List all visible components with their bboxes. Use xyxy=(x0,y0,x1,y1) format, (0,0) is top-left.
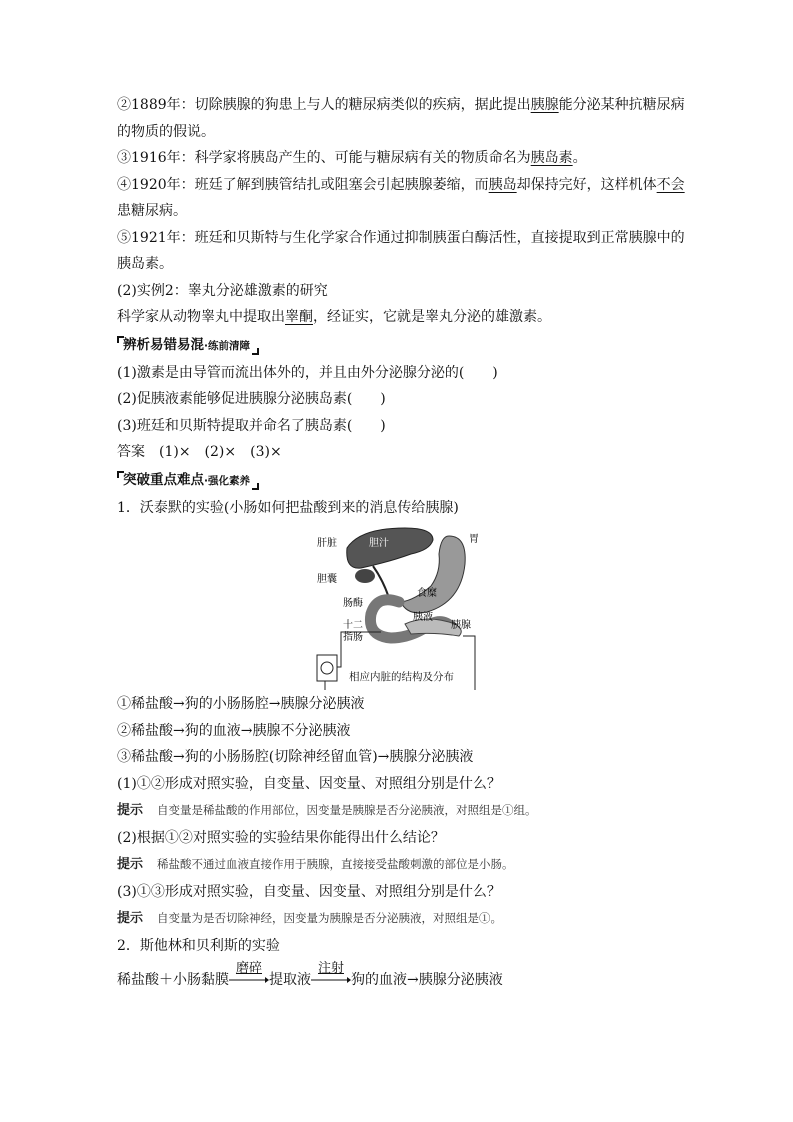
label-liver: 肝脏 xyxy=(317,538,337,549)
key-question-3: (3)①③形成对照实验，自变量、因变量、对照组分别是什么？ xyxy=(117,883,501,900)
organ-diagram-figure xyxy=(117,521,683,691)
judge-question-3: (3)班廷和贝斯特提取并命名了胰岛素( ) xyxy=(117,417,386,434)
key-question-2: (2)根据①②对照实验的实验结果你能得出什么结论？ xyxy=(117,829,445,846)
label-pancreas: 胰腺 xyxy=(451,620,471,631)
label-bile: 胆汁 xyxy=(369,538,389,549)
experiment-2: ②稀盐酸→狗的血液→胰腺不分泌胰液 xyxy=(117,722,351,739)
history-1920: ④1920年：班廷了解到胰管结扎或阻塞会引起胰腺萎缩，而胰岛却保持完好，这样机体不会 xyxy=(117,176,685,193)
figure-caption: 相应内脏的结构及分布 xyxy=(349,671,454,683)
bile-duct xyxy=(373,566,389,598)
arrow-icon xyxy=(311,976,351,984)
organ-diagram xyxy=(315,524,495,690)
liver-shape xyxy=(347,528,433,568)
label-gallbladder: 胆囊 xyxy=(317,574,337,585)
arrow-inject: 注射 xyxy=(311,972,351,986)
label-pancreatic-juice: 胰液 xyxy=(413,612,433,623)
document-page xyxy=(117,92,683,993)
item-1-title: 1．沃泰默的实验(小肠如何把盐酸到来的消息传给胰腺) xyxy=(117,499,459,516)
answer-line: 答案 (1)× (2)× (3)× xyxy=(117,444,282,460)
section-header-errors: 辨析易错易混·练前清障 xyxy=(117,333,683,358)
starling-bayliss-formula: 稀盐酸＋小肠黏膜 磨碎 提取液 注射 狗的血液→胰腺分泌胰液 xyxy=(117,961,503,988)
history-1916: ③1916年：科学家将胰岛产生的、可能与糖尿病有关的物质命名为胰岛素。 xyxy=(117,150,587,166)
experiment-1: ①稀盐酸→狗的小肠肠腔→胰腺分泌胰液 xyxy=(117,696,365,712)
arrow-grind: 磨碎 xyxy=(229,972,269,986)
history-1889-cont: 的物质的假说。 xyxy=(117,123,215,140)
section-header-key-points: 突破重点难点·强化素养 xyxy=(117,468,683,493)
stimulator-box xyxy=(317,655,337,681)
judge-question-1: (1)激素是由导管而流出体外的，并且由外分泌腺分泌的( ) xyxy=(117,364,498,381)
judge-question-2: (2)促胰液素能够促进胰腺分泌胰岛素( ) xyxy=(117,391,386,407)
experiment-3: ③稀盐酸→狗的小肠肠腔(切除神经留血管)→胰腺分泌胰液 xyxy=(117,749,474,765)
history-1921: ⑤1921年：班廷和贝斯特与生化学家合作通过抑制胰蛋白酶活性，直接提取到正常胰腺中的 xyxy=(117,229,685,246)
example2-text: 科学家从动物睾丸中提取出睾酮，经证实，它就是睾丸分泌的雄激素。 xyxy=(117,309,551,325)
item-2-title: 2．斯他林和贝利斯的实验 xyxy=(117,937,280,954)
label-duodenum-1: 十二 xyxy=(343,620,363,631)
key-question-1: (1)①②形成对照实验，自变量、因变量、对照组分别是什么？ xyxy=(117,775,501,792)
tip-1: 提示 自变量是稀盐酸的作用部位，因变量是胰腺是否分泌胰液，对照组是①组。 xyxy=(117,803,537,818)
label-enzyme: 肠酶 xyxy=(343,598,363,609)
tip-2: 提示 稀盐酸不通过血液直接作用于胰腺，直接接受盐酸刺激的部位是小肠。 xyxy=(117,857,514,872)
label-duodenum-2: 指肠 xyxy=(343,632,363,643)
history-1921-cont: 胰岛素。 xyxy=(117,256,173,272)
label-stomach: 胃 xyxy=(469,534,479,545)
history-1920-cont: 患糖尿病。 xyxy=(117,203,187,219)
tip-3: 提示 自变量为是否切除神经，因变量为胰腺是否分泌胰液，对照组是①。 xyxy=(117,911,503,926)
example2-title: (2)实例2：睾丸分泌雄激素的研究 xyxy=(117,282,328,299)
label-chyme: 食糜 xyxy=(417,588,437,599)
history-1889: ②1889年：切除胰腺的狗患上与人的糖尿病类似的疾病，据此提出胰腺能分泌某种抗糖尿病 xyxy=(117,97,685,113)
arrow-icon xyxy=(229,976,269,984)
gallbladder-shape xyxy=(355,569,375,583)
